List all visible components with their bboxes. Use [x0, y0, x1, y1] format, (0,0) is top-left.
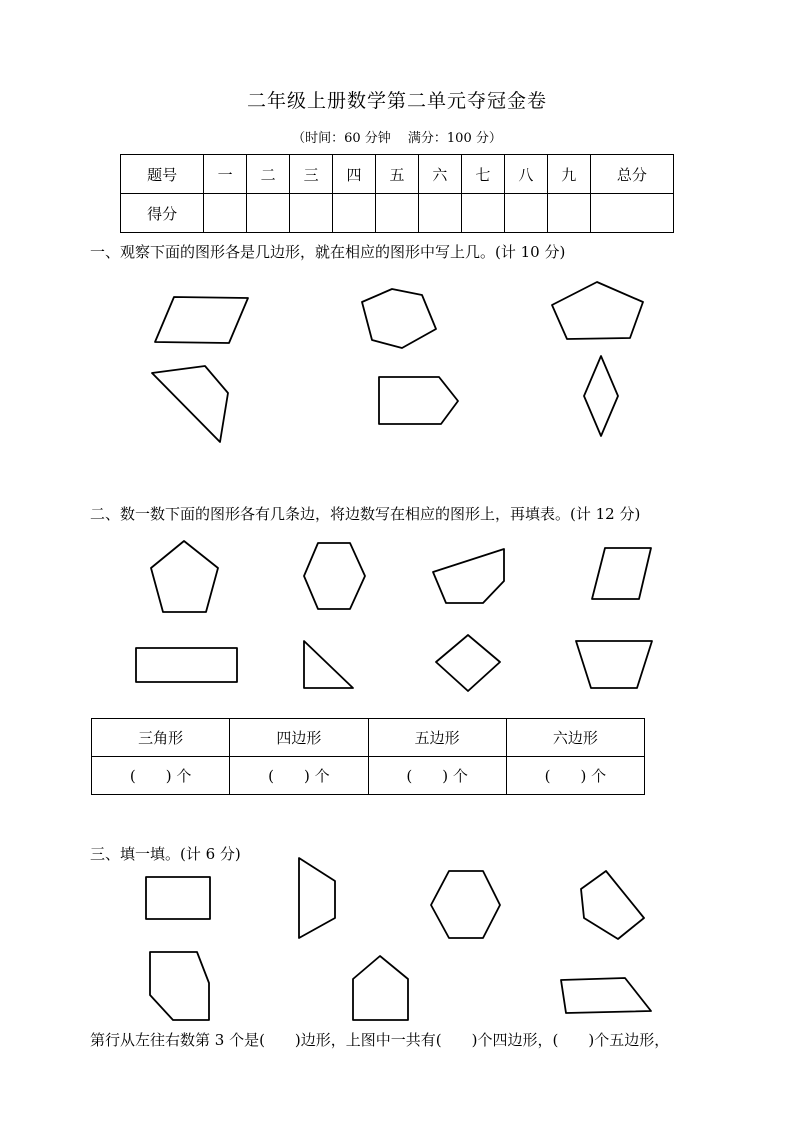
score-row-label: 得分 — [121, 194, 204, 233]
score-header-cell: 八 — [504, 155, 547, 194]
shape-count-table — [91, 718, 645, 795]
s2-parallelogram-shape[interactable] — [592, 548, 651, 599]
score-entry-cell[interactable] — [333, 194, 376, 233]
count-table-header-row — [92, 719, 645, 757]
score-header-cell: 九 — [547, 155, 590, 194]
s3-parallelogram-shape[interactable] — [561, 978, 651, 1013]
count-answer-hexagon[interactable]: ( ) 个 — [506, 757, 644, 795]
s2-trapezoid-shape[interactable] — [576, 641, 652, 688]
s3-hexagon-shape[interactable] — [431, 871, 500, 938]
count-header-quadrilateral: 四边形 — [230, 719, 368, 757]
section-2-heading: 二、数一数下面的图形各有几条边，将边数写在相应的图形上，再填表。(计 12 分) — [90, 505, 641, 523]
score-header-cell: 三 — [290, 155, 333, 194]
score-header-cell: 二 — [247, 155, 290, 194]
s1-pentagon-shape[interactable] — [552, 282, 643, 339]
score-entry-cell[interactable] — [590, 194, 673, 233]
s3-house-pentagon-shape[interactable] — [353, 956, 408, 1020]
s3-trapezoid-shape[interactable] — [299, 858, 335, 938]
score-header-cell: 题号 — [121, 155, 204, 194]
s2-pentagon-shape[interactable] — [151, 541, 218, 612]
score-table-score-row — [121, 194, 674, 233]
score-entry-cell[interactable] — [290, 194, 333, 233]
s1-rhombus-shape[interactable] — [584, 356, 618, 436]
s1-quadrilateral-shape[interactable] — [152, 366, 228, 442]
count-answer-pentagon[interactable]: ( ) 个 — [368, 757, 506, 795]
count-answer-triangle[interactable]: ( ) 个 — [92, 757, 230, 795]
s2-hexagon-shape[interactable] — [304, 543, 365, 609]
score-entry-cell[interactable] — [247, 194, 290, 233]
s3-pentagon-shape[interactable] — [581, 871, 644, 939]
s1-hexagon-shape[interactable] — [362, 289, 436, 348]
score-entry-cell[interactable] — [376, 194, 419, 233]
score-header-cell: 五 — [376, 155, 419, 194]
score-table — [120, 154, 674, 233]
score-header-cell: 一 — [204, 155, 247, 194]
count-header-hexagon: 六边形 — [506, 719, 644, 757]
s3-rectangle-shape[interactable] — [146, 877, 210, 919]
section-1-heading: 一、观察下面的图形各是几边形，就在相应的图形中写上几。(计 10 分) — [90, 243, 566, 261]
s2-triangle-shape[interactable] — [304, 641, 353, 688]
count-answer-quadrilateral[interactable]: ( ) 个 — [230, 757, 368, 795]
score-entry-cell[interactable] — [204, 194, 247, 233]
score-table-header-row — [121, 155, 674, 194]
score-header-cell: 总分 — [590, 155, 673, 194]
count-table-answer-row — [92, 757, 645, 795]
s1-parallelogram-shape[interactable] — [155, 297, 248, 343]
page-title: 二年级上册数学第二单元夺冠金卷 — [246, 90, 547, 112]
exam-info: （时间：60 分钟 满分：100 分） — [292, 131, 502, 146]
s2-rectangle-shape[interactable] — [136, 648, 237, 682]
score-header-cell: 七 — [461, 155, 504, 194]
score-header-cell: 六 — [418, 155, 461, 194]
count-header-triangle: 三角形 — [92, 719, 230, 757]
s2-rhombus-shape[interactable] — [436, 635, 500, 691]
count-header-pentagon: 五边形 — [368, 719, 506, 757]
score-entry-cell[interactable] — [418, 194, 461, 233]
score-entry-cell[interactable] — [547, 194, 590, 233]
section-3-question: 第行从左往右数第 3 个是( )边形，上图中一共有( )个四边形，( )个五边形， — [90, 1031, 670, 1049]
s1-pentagon-arrow-shape[interactable] — [379, 377, 458, 424]
section-3-heading: 三、填一填。(计 6 分) — [90, 845, 241, 863]
s2-pentagon-irregular-shape[interactable] — [433, 549, 504, 603]
s3-pentagon-cut-shape[interactable] — [150, 952, 209, 1020]
score-entry-cell[interactable] — [461, 194, 504, 233]
score-entry-cell[interactable] — [504, 194, 547, 233]
score-header-cell: 四 — [333, 155, 376, 194]
